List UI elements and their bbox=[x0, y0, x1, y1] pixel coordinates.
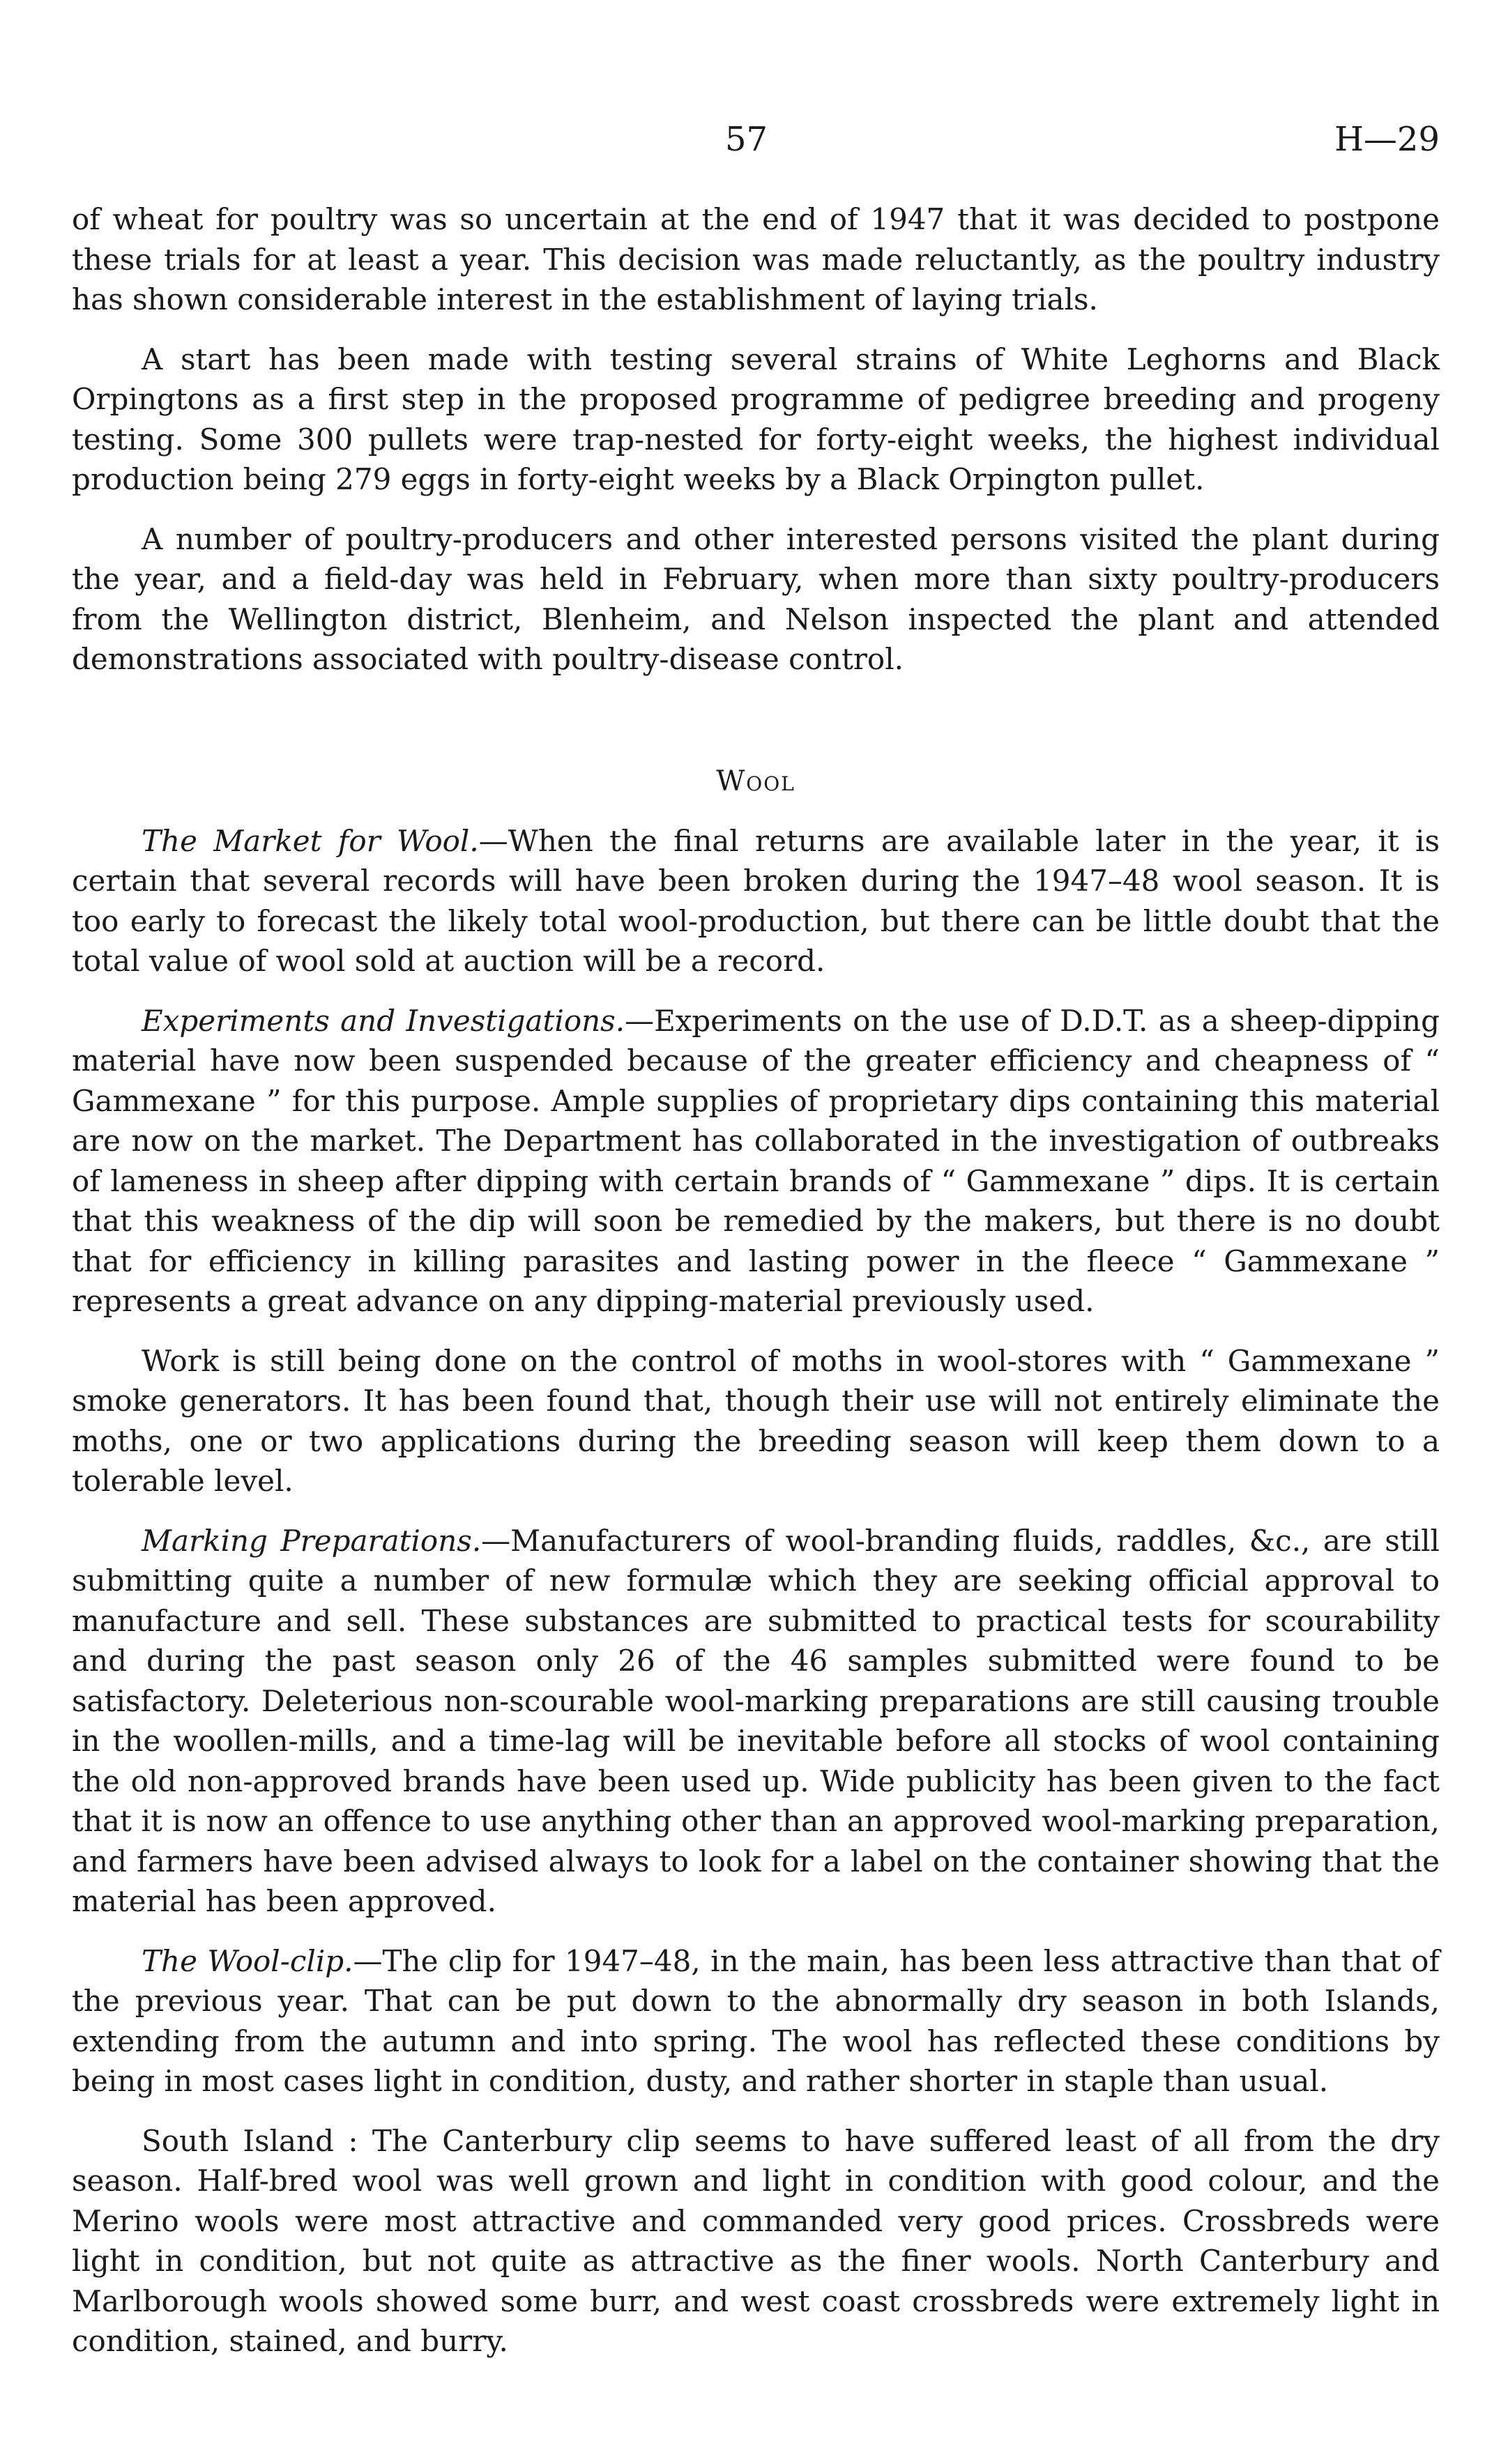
paragraph-poultry-wheat: of wheat for poultry was so uncertain at the end of 1947 that it was decided to postpone these trials for at least a year. This decision was made reluctantly, as the poultry industry has shown considerable interest in the establishment of laying trials. bbox=[72, 202, 1440, 316]
lead-wool-clip: The Wool-clip. bbox=[142, 1943, 353, 1978]
paragraph-marking-preparations bbox=[72, 1521, 1440, 1922]
page-header bbox=[0, 118, 1508, 167]
paragraph-moths: Work is still being done on the control of moths in wool-stores with “ Gammexane ” smoke generators. It has been found that, though their use will not entirely eliminate the moths, one or two applications during the breeding season will keep them down to a tolerable level. bbox=[72, 1343, 1440, 1498]
lead-market-for-wool: The Market for Wool. bbox=[142, 823, 479, 858]
paragraph-pedigree-testing: A start has been made with testing several strains of White Leghorns and Black Orpingtons as a first step in the proposed programme of pedigree breeding and progeny testing. Some 300 pullets were trap-nested for forty-eight weeks, the highest individual production being 279 eggs in forty-eight weeks by a Black Orpington pullet. bbox=[72, 342, 1440, 496]
page-number: 57 bbox=[725, 120, 768, 159]
document-code: H—29 bbox=[1334, 120, 1440, 159]
paragraph-field-day: A number of poultry-producers and other interested persons visited the plant during the year, and a field-day was held in February, when more than sixty poultry-producers from the Wellington district, Blenheim, and Nelson inspected the plant and attended demonstrations associated with poultry-disease control. bbox=[72, 521, 1440, 676]
text-marking-preparations: —Manufacturers of wool-branding fluids, raddles, &c., are still submitting quite a number of new formulæ which they are seeking official approval to manufacture and sell. These substances are submitted to practical tests for scourability and during the past season only 26 of the 46 samples submitted were found to be satisfactory. Deleterious non-scourable wool-marking preparations are still causing trouble in the woollen-mills, and a time-lag will be inevitable before all stocks of wool containing the old non-approved brands have been used up. Wide publicity has been given to the fact that it is now an offence to use anything other than an approved wool-marking preparation, and farmers have been advised always to look for a label on the container showing that the material has been approved. bbox=[72, 1523, 1440, 1918]
section-heading-wool: Wool bbox=[716, 765, 795, 797]
page-body bbox=[72, 199, 1440, 2362]
text-wool-clip: —The clip for 1947–48, in the main, has been less attractive than that of the previous year. That can be put down to the abnormally dry season in both Islands, extending from the autumn and into spring. The wool has reflected these conditions by being in most cases light in condition, dusty, and rather shorter in staple than usual. bbox=[72, 1943, 1440, 2098]
lead-experiments: Experiments and Investigations. bbox=[142, 1003, 625, 1038]
text-market-for-wool: —When the final returns are available later in the year, it is certain that several records will have been broken during the 1947–48 wool season. It is too early to forecast the likely total wool-production, but there can be little doubt that the total value of wool sold at auction will be a record. bbox=[72, 823, 1440, 978]
paragraph-wool-clip bbox=[72, 1941, 1440, 2102]
text-experiments: —Experiments on the use of D.D.T. as a sheep-dipping material have now been suspended because of the greater efficiency and cheapness of “ Gammexane ” for this purpose. Ample supplies of proprietary dips containing this material are now on the market. The Department has collaborated in the investigation of outbreaks of lameness in sheep after dipping with certain brands of “ Gammexane ” dips. It is certain that this weakness of the dip will soon be remedied by the makers, but there is no doubt that for efficiency in killing parasites and lasting power in the fleece “ Gammexane ” represents a great advance on any dipping-material previously used. bbox=[72, 1003, 1440, 1318]
lead-marking-preparations: Marking Preparations. bbox=[142, 1523, 482, 1558]
paragraph-experiments bbox=[72, 1001, 1440, 1322]
paragraph-market-for-wool bbox=[72, 821, 1440, 981]
paragraph-south-island: South Island : The Canterbury clip seems to have suffered least of all from the dry season. Half-bred wool was well grown and light in condition with good colour, and the Merino wools were most attractive and commanded very good prices. Crossbreds were light in condition, but not quite as attractive as the finer wools. North Canterbury and Marlborough wools showed some burr, and west coast crossbreds were extremely light in condition, stained, and burry. bbox=[72, 2123, 1440, 2358]
